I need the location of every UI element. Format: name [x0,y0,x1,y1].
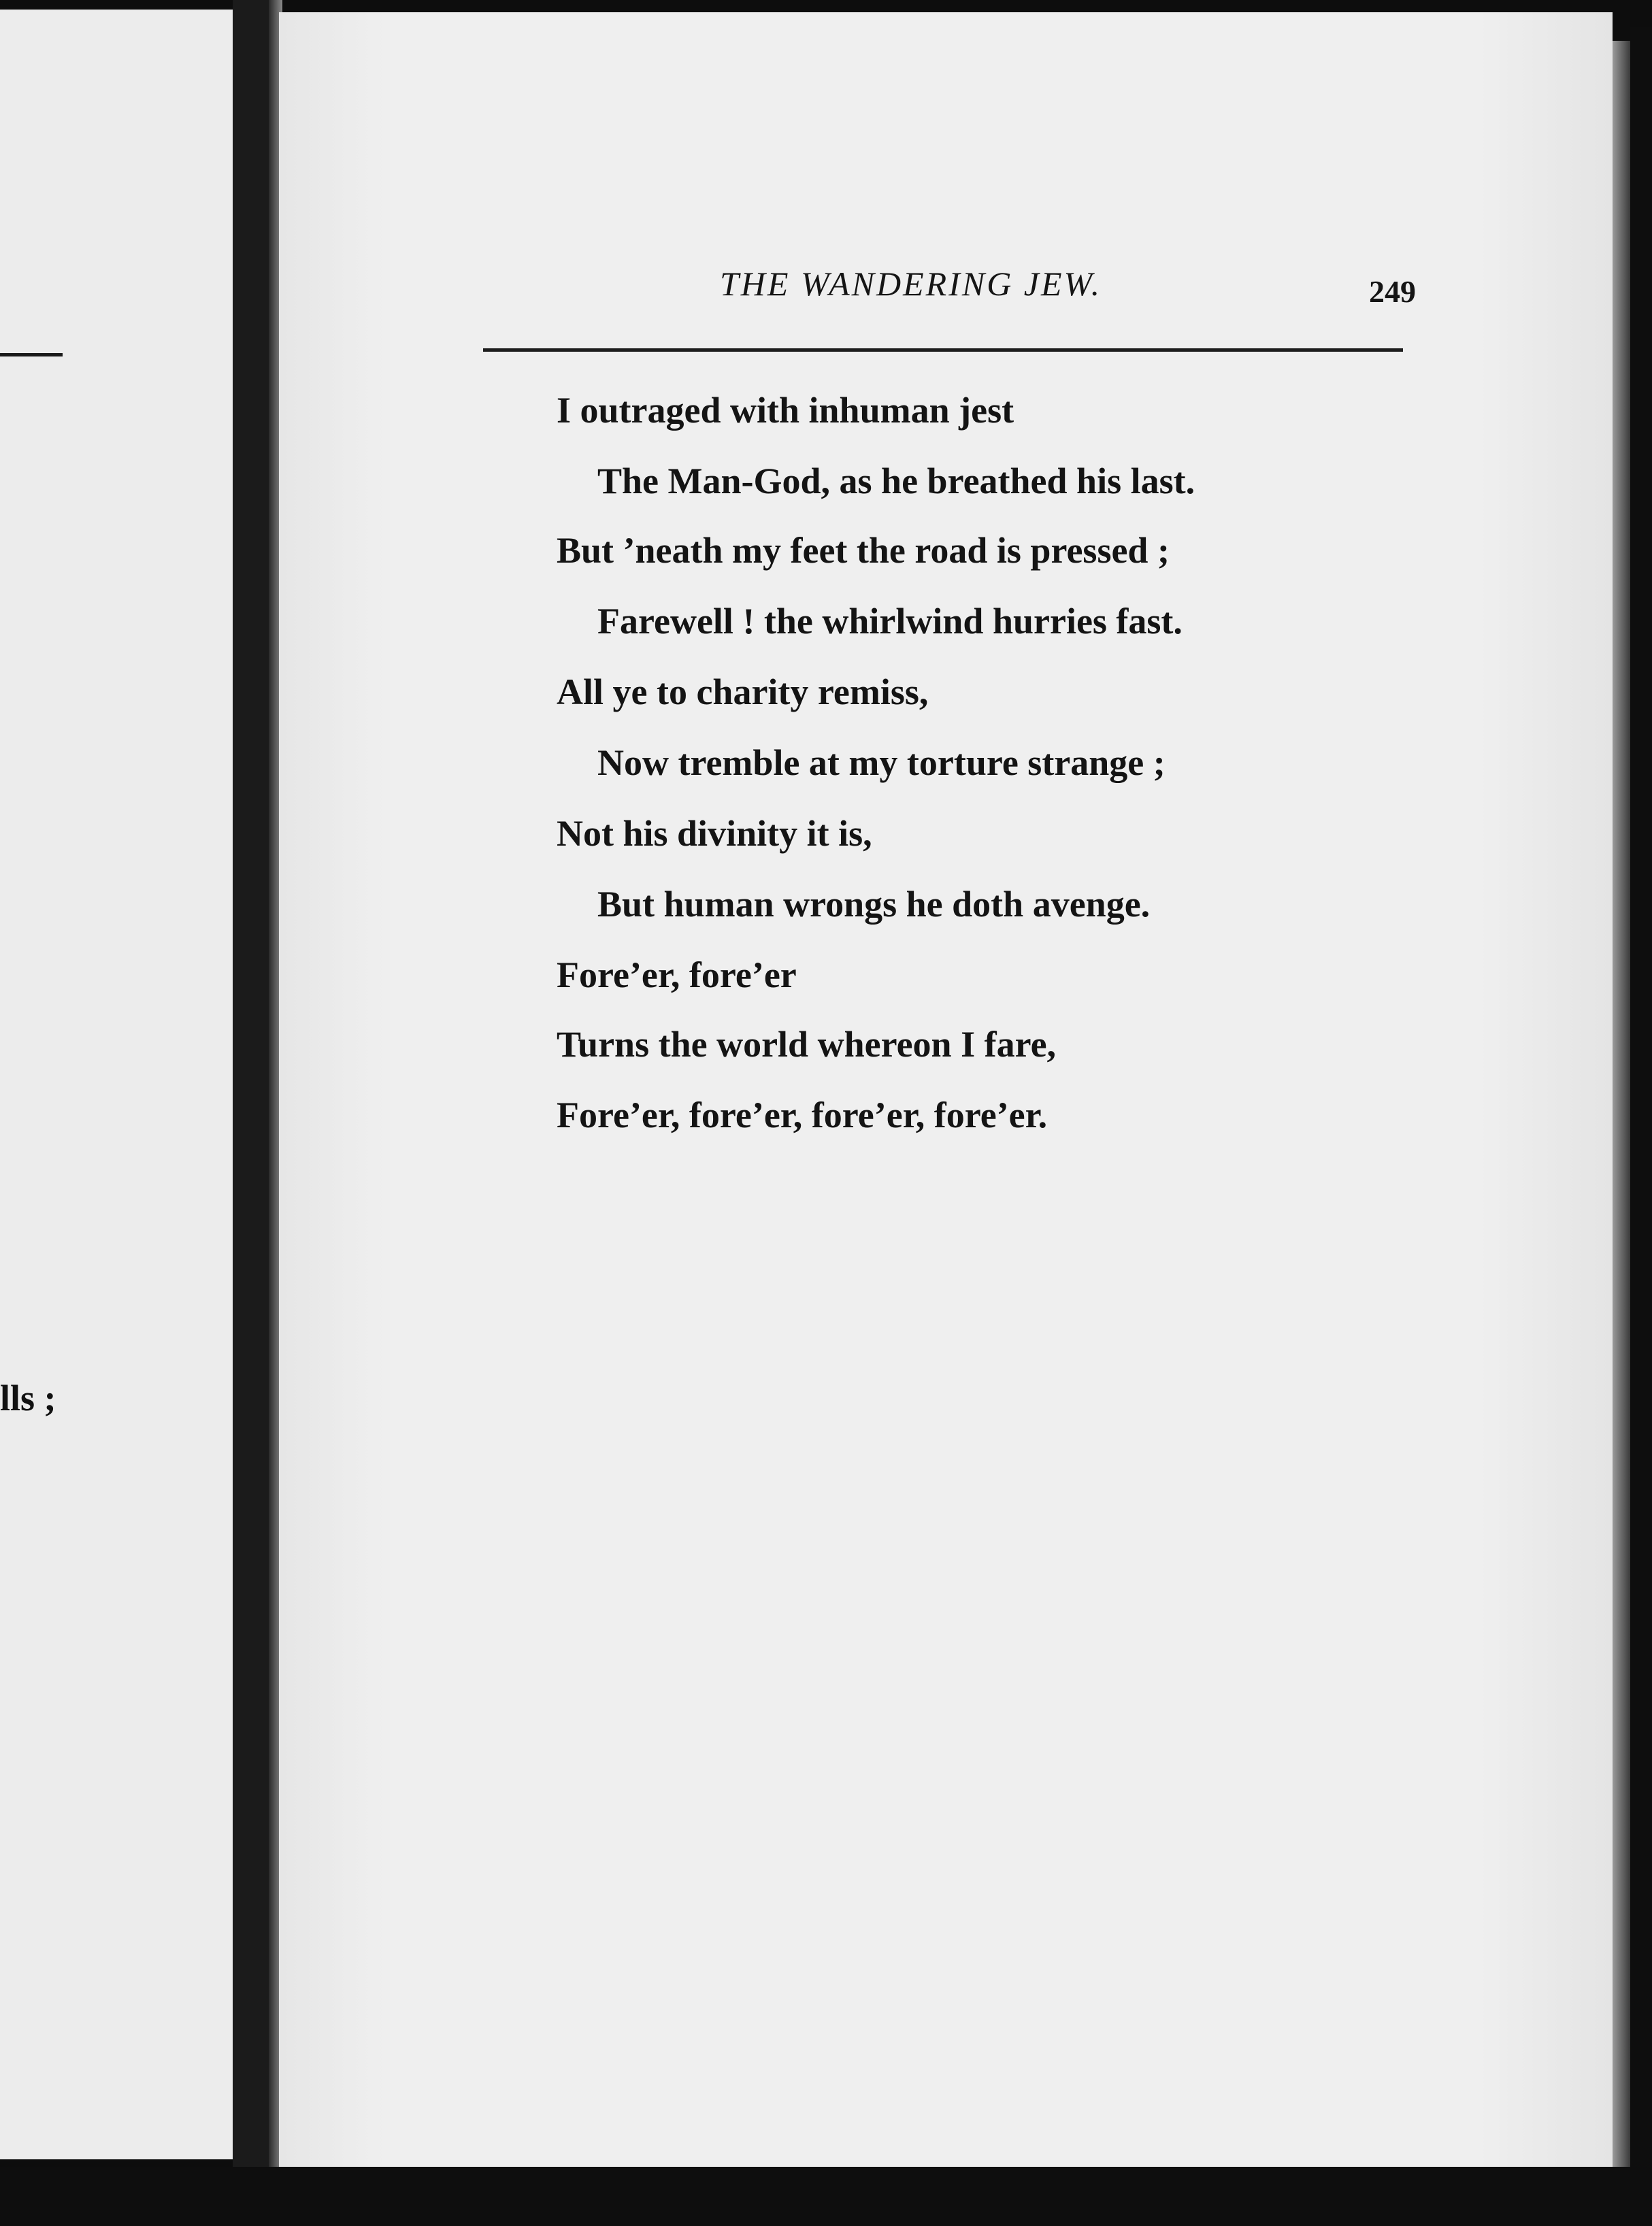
poem-line: The Man-God, as he breathed his last. [597,461,1195,501]
page-edge [1613,41,1630,2184]
poem-line: Fore’er, fore’er [557,954,797,995]
page-number: 249 [1369,274,1416,309]
page-edge-dark [1630,27,1652,2226]
previous-page-text-fragment: lls ; [0,1378,56,1418]
poem-line: But human wrongs he doth avenge. [597,884,1151,925]
poem-line: Farewell ! the whirlwind hurries fast. [597,601,1183,642]
poem-line: I outraged with inhuman jest [557,390,1014,431]
running-title: THE WANDERING JEW. [720,265,1102,303]
poem-line: Turns the world whereon I fare, [557,1024,1057,1065]
poem-line: Not his divinity it is, [557,813,872,854]
bottom-background [0,2167,1652,2226]
poem-line: Fore’er, fore’er, fore’er, fore’er. [557,1095,1048,1135]
poem-line: But ’neath my feet the road is pressed ; [557,530,1170,571]
poem-line: Now tremble at my torture strange ; [597,742,1166,783]
header-rule [483,348,1403,352]
previous-page-rule [0,353,63,356]
poem-line: All ye to charity remiss, [557,671,929,712]
previous-page [0,10,233,2159]
